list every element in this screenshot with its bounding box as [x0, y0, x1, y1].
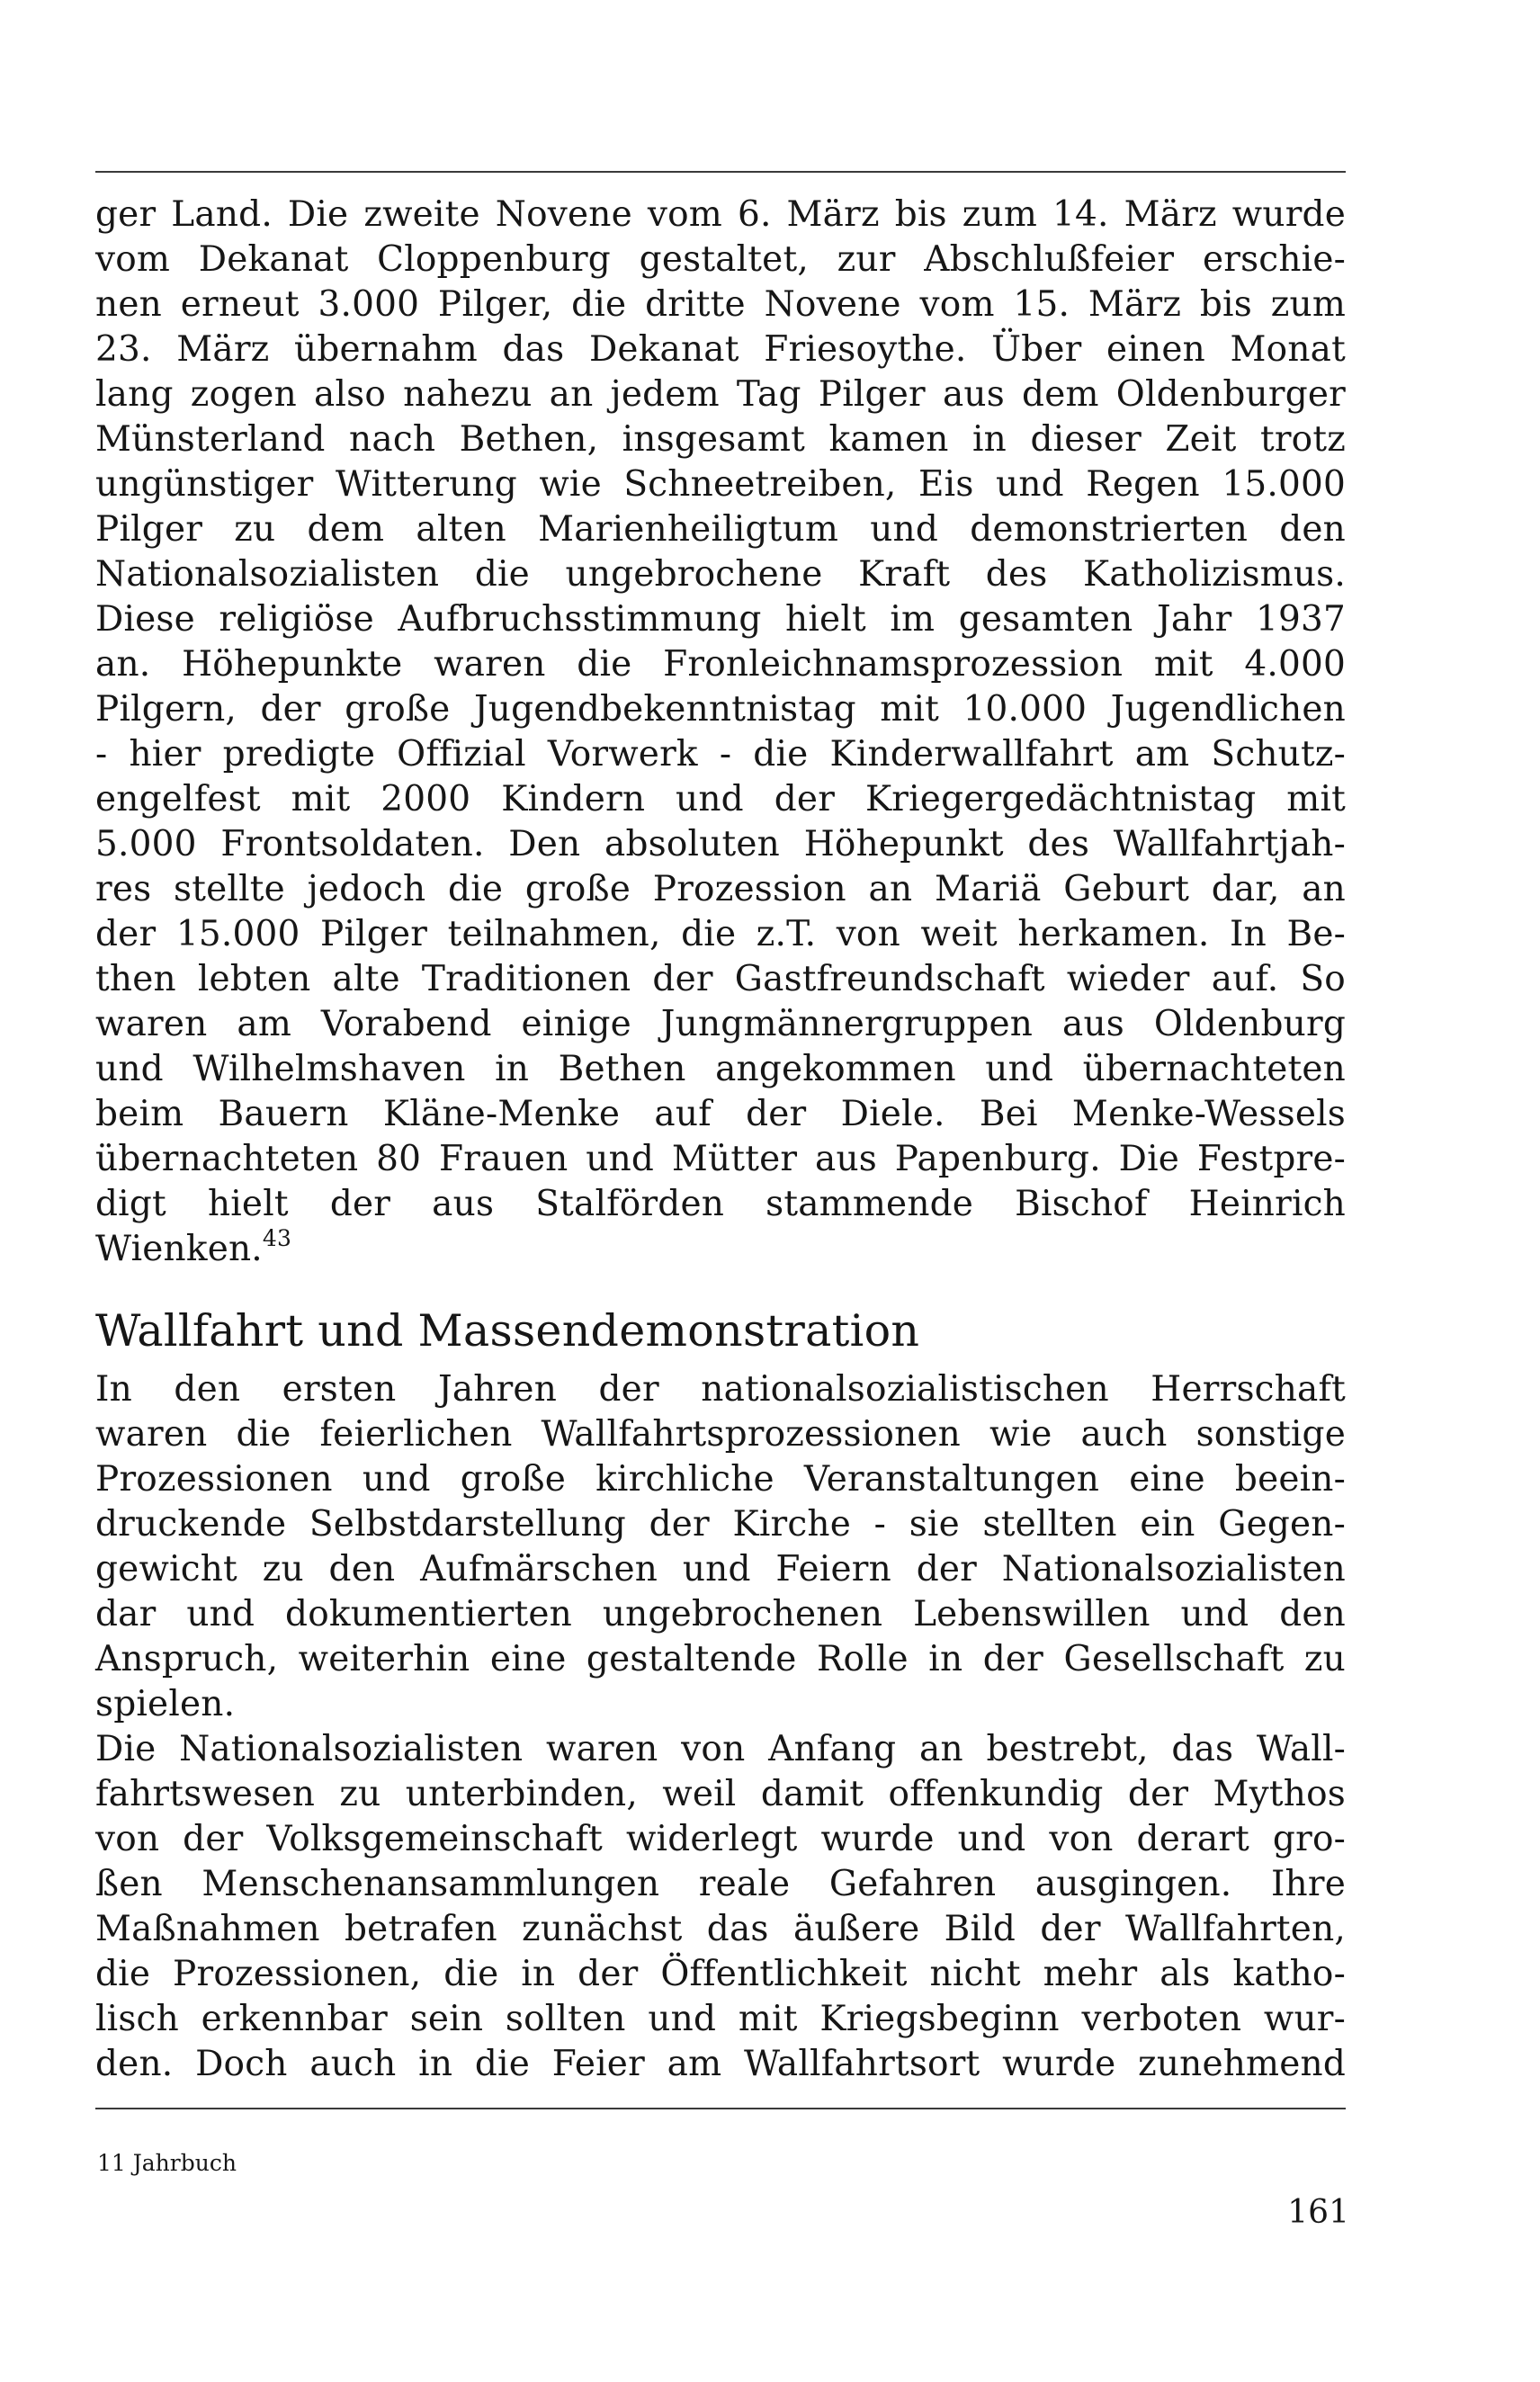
- text-line: Pilgern, der große Jugendbekenntnistag mit 10.000 Jugendlichen: [95, 689, 1346, 730]
- text-line: waren die feierlichen Wallfahrtsprozessionen wie auch sonstige: [95, 1414, 1346, 1455]
- bottom-rule: [95, 2108, 1346, 2109]
- top-rule: [95, 171, 1346, 173]
- text-line: Pilger zu dem alten Marienheiligtum und demonstrierten den: [95, 509, 1346, 550]
- signature-mark: 11 Jahrbuch: [97, 2150, 237, 2176]
- text-line: gewicht zu den Aufmärschen und Feiern der Nationalsozialisten: [95, 1549, 1346, 1589]
- text-line: druckende Selbstdarstellung der Kirche - sie stellten ein Gegen-: [95, 1504, 1346, 1545]
- text-line: 23. März übernahm das Dekanat Friesoythe. Über einen Monat: [95, 329, 1346, 370]
- last-line-text: Wienken.: [95, 1229, 263, 1269]
- text-line: then lebten alte Traditionen der Gastfreundschaft wieder auf. So: [95, 959, 1346, 999]
- text-line: von der Volksgemeinschaft widerlegt wurde und von derart gro-: [95, 1819, 1346, 1859]
- text-line: ungünstiger Witterung wie Schneetreiben, Eis und Regen 15.000: [95, 464, 1346, 505]
- text-line: digt hielt der aus Stalförden stammende Bischof Heinrich: [95, 1184, 1346, 1224]
- text-line: 5.000 Frontsoldaten. Den absoluten Höhepunkt des Wallfahrtjah-: [95, 824, 1346, 864]
- paragraph-2-3: [95, 1367, 1346, 2087]
- text-line: Nationalsozialisten die ungebrochene Kraft des Katholizismus.: [95, 554, 1346, 595]
- text-line: engelfest mit 2000 Kindern und der Kriegergedächtnistag mit: [95, 779, 1346, 819]
- text-line: dar und dokumentierten ungebrochenen Lebenswillen und den: [95, 1594, 1346, 1634]
- text-line: nen erneut 3.000 Pilger, die dritte Novene vom 15. März bis zum: [95, 284, 1346, 325]
- text-line: ßen Menschenansammlungen reale Gefahren ausgingen. Ihre: [95, 1864, 1346, 1904]
- text-line-last: [95, 1227, 1346, 1272]
- text-line: In den ersten Jahren der nationalsozialistischen Herrschaft: [95, 1369, 1346, 1410]
- text-line: lang zogen also nahezu an jedem Tag Pilger aus dem Oldenburger: [95, 374, 1346, 415]
- text-line: Maßnahmen betrafen zunächst das äußere Bild der Wallfahrten,: [95, 1909, 1346, 1949]
- text-line: Die Nationalsozialisten waren von Anfang an bestrebt, das Wall-: [95, 1729, 1346, 1769]
- text-line: übernachteten 80 Frauen und Mütter aus Papenburg. Die Festpre-: [95, 1139, 1346, 1179]
- text-line: den. Doch auch in die Feier am Wallfahrtsort wurde zunehmend: [95, 2044, 1346, 2084]
- text-line: der 15.000 Pilger teilnahmen, die z.T. von weit herkamen. In Be-: [95, 914, 1346, 954]
- text-line: fahrtswesen zu unterbinden, weil damit offenkundig der Mythos: [95, 1774, 1346, 1814]
- text-line: ger Land. Die zweite Novene vom 6. März bis zum 14. März wurde: [95, 194, 1346, 235]
- text-line: lisch erkennbar sein sollten und mit Kriegsbeginn verboten wur-: [95, 1999, 1346, 2039]
- paragraph-1: [95, 193, 1346, 1272]
- text-line: waren am Vorabend einige Jungmännergruppen aus Oldenburg: [95, 1004, 1346, 1044]
- text-line: die Prozessionen, die in der Öffentlichkeit nicht mehr als katho-: [95, 1954, 1346, 1994]
- text-line: Anspruch, weiterhin eine gestaltende Rolle in der Gesellschaft zu: [95, 1639, 1346, 1679]
- text-line: Diese religiöse Aufbruchsstimmung hielt im gesamten Jahr 1937: [95, 599, 1346, 640]
- text-line-last: spielen.: [95, 1684, 236, 1724]
- text-line: Münsterland nach Bethen, insgesamt kamen in dieser Zeit trotz: [95, 419, 1346, 460]
- text-line: und Wilhelmshaven in Bethen angekommen und übernachteten: [95, 1049, 1346, 1089]
- text-line: vom Dekanat Cloppenburg gestaltet, zur Abschlußfeier erschie-: [95, 239, 1346, 280]
- footnote-reference[interactable]: 43: [262, 1225, 292, 1251]
- text-line: res stellte jedoch die große Prozession an Mariä Geburt dar, an: [95, 869, 1346, 909]
- section-heading: Wallfahrt und Massendemonstration: [95, 1305, 920, 1357]
- page-number: 161: [1287, 2194, 1349, 2231]
- text-line: beim Bauern Kläne-Menke auf der Diele. Bei Menke-Wessels: [95, 1094, 1346, 1134]
- text-line: - hier predigte Offizial Vorwerk - die Kinderwallfahrt am Schutz-: [95, 734, 1346, 775]
- text-line: an. Höhepunkte waren die Fronleichnamsprozession mit 4.000: [95, 644, 1346, 685]
- text-line: Prozessionen und große kirchliche Veranstaltungen eine beein-: [95, 1459, 1346, 1500]
